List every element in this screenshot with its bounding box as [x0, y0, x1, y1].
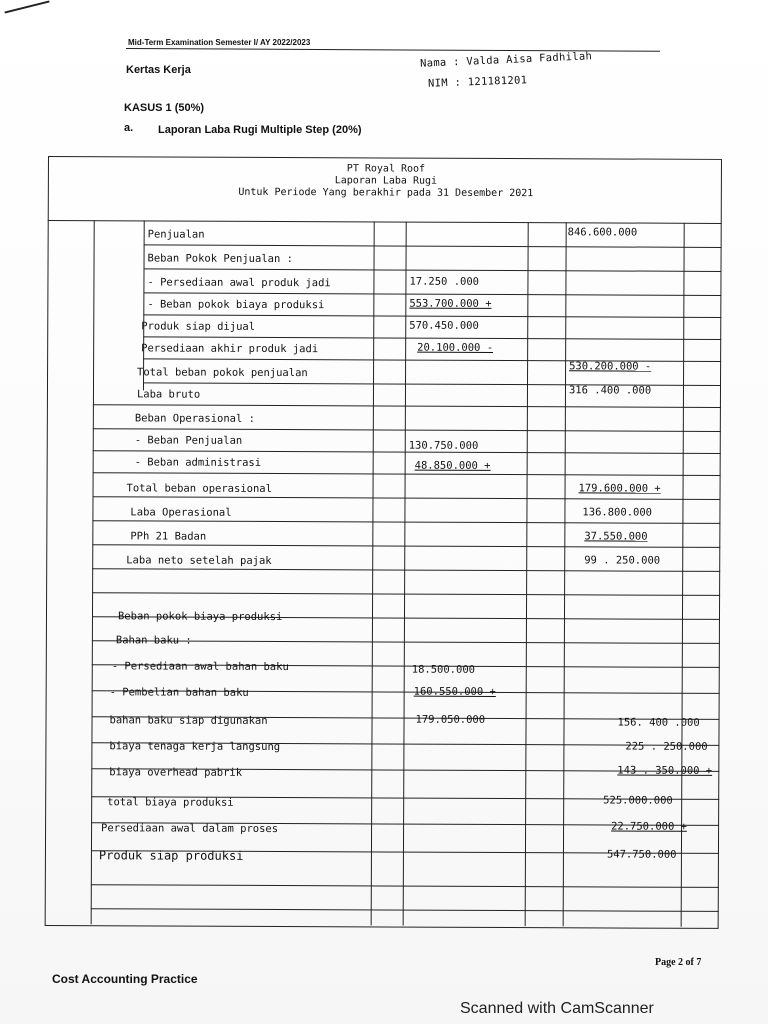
row-label: - Beban Penjualan: [134, 434, 243, 447]
row-label: - Persediaan awal bahan baku: [111, 660, 289, 674]
row-value-b: 530.200.000 -: [569, 360, 652, 373]
row-label: Beban pokok biaya produksi: [117, 610, 283, 624]
student-nim: NIM : 121181201: [427, 74, 528, 90]
case-heading: KASUS 1 (50%): [124, 102, 205, 114]
row-label: - Persediaan awal produk jadi: [147, 276, 331, 290]
report-name: Laporan Laba Rugi: [334, 175, 438, 187]
report-period: Untuk Periode Yang berakhir pada 31 Desember 2021: [238, 186, 534, 200]
row-label: Laba neto setelah pajak: [126, 554, 272, 567]
row-value-b: 179.600.000 +: [578, 482, 661, 495]
section-title: Laporan Laba Rugi Multiple Step (20%): [158, 124, 362, 136]
page-number: Page 2 of 7: [655, 957, 702, 968]
row-label: biaya overhead pabrik: [109, 766, 243, 779]
row-label: Produk siap dijual: [141, 320, 256, 333]
row-label: Total beban operasional: [126, 482, 272, 495]
row-label: Beban Operasional :: [134, 412, 255, 425]
row-value-b: 99 . 250.000: [584, 554, 661, 567]
row-label: Persediaan akhir produk jadi: [141, 342, 319, 356]
row-value-b: 525.000.000: [603, 794, 673, 807]
statement-title-block: [48, 162, 724, 201]
row-value-a: 20.100.000 -: [417, 341, 494, 354]
row-label: Produk siap produksi: [98, 848, 244, 863]
row-value-b: 22.750.000 +: [611, 820, 687, 833]
row-value-b: 136.800.000: [582, 506, 653, 519]
row-label: Beban Pokok Penjualan :: [147, 252, 293, 266]
row-value-a: 130.750.000: [408, 439, 479, 452]
row-label: biaya tenaga kerja langsung: [109, 740, 281, 754]
row-label: - Beban administrasi: [134, 456, 262, 469]
row-label: - Pembelian bahan baku: [109, 686, 249, 699]
row-value-a: 17.250 .000: [409, 275, 480, 288]
row-label: bahan baku siap digunakan: [109, 714, 268, 727]
section-letter: a.: [124, 122, 134, 134]
row-value-a: 48.850.000 +: [414, 459, 491, 472]
row-value-a: 160.550.000 +: [413, 685, 496, 698]
row-value-b: 225 . 250.000: [625, 740, 708, 753]
row-label: Laba Operasional: [130, 506, 232, 519]
row-label: PPh 21 Badan: [130, 530, 207, 543]
row-label: Penjualan: [147, 228, 205, 241]
row-label: - Beban pokok biaya produksi: [147, 298, 325, 312]
row-value-b: 547.750.000: [606, 848, 677, 861]
row-label: Persediaan awal dalam proses: [101, 822, 279, 836]
row-value-b: 156. 400 .000: [617, 716, 700, 729]
row-value-b: 37.550.000: [584, 530, 648, 543]
row-value-b: 316 .400 .000: [568, 384, 652, 397]
scanner-watermark: Scanned with CamScanner: [460, 1000, 654, 1017]
row-value-b: 846.600.000: [567, 226, 638, 239]
row-label: Total beban pokok penjualan: [137, 366, 308, 380]
row-value-b: 143 . 350.000 +: [617, 764, 713, 777]
row-value-a: 570.450.000: [409, 319, 479, 332]
row-value-a: 179.050.000: [415, 713, 486, 726]
row-label: total biaya produksi: [107, 796, 234, 809]
row-label: Bahan baku :: [115, 634, 192, 647]
company-name: PT Royal Roof: [346, 163, 426, 175]
income-statement-table: [45, 156, 724, 929]
row-value-a: 18.500.000: [411, 663, 476, 676]
exam-title: Mid-Term Examination Semester I/ AY 2022/2023: [128, 38, 311, 47]
row-label: Laba bruto: [136, 388, 201, 401]
row-value-a: 553.700.000 +: [409, 297, 492, 310]
worksheet-label: Kertas Kerja: [126, 64, 191, 76]
course-name: Cost Accounting Practice: [52, 972, 198, 986]
student-name: Nama : Valda Aisa Fadhilah: [419, 50, 593, 70]
